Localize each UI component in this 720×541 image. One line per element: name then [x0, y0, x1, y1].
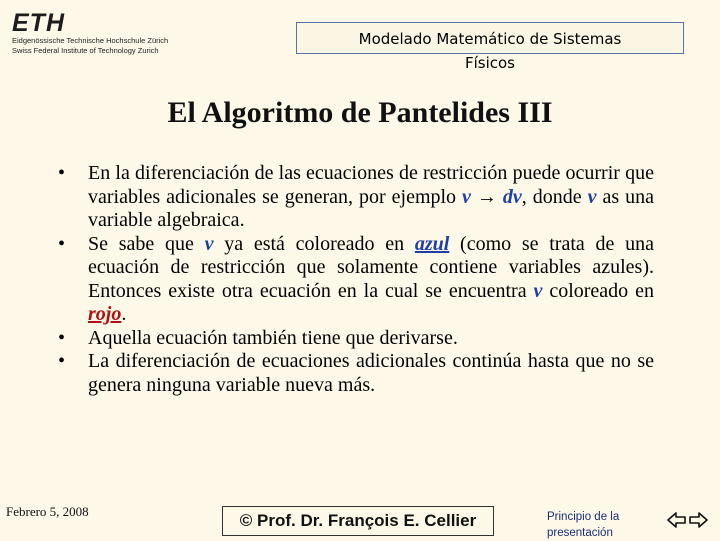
bullet-item-3: • Aquella ecuación también tiene que derivarse. — [58, 327, 654, 351]
variable-v: v — [462, 185, 471, 208]
bullet-2-text-c: (como se trata de una ecuación de restricción que solamente contiene variables azules). Entonces existe otra ecuación en la cual se encuentra — [88, 232, 654, 302]
bullet-1-text-b: , donde — [521, 185, 588, 208]
variable-v: v — [533, 279, 543, 302]
bullet-1-text-a: En la diferenciación de las ecuaciones de restricción puede ocurrir que variables adicionales se generan, por ejemplo — [88, 162, 654, 208]
bullet-item-2 — [58, 233, 654, 327]
home-link-line1: Principio de la — [547, 511, 620, 523]
course-title — [296, 27, 684, 75]
bullet-item-4: • La diferenciación de ecuaciones adicionales continúa hasta que no se genera ninguna variable nueva más. — [58, 350, 654, 397]
slide-date: Febrero 5, 2008 — [6, 504, 89, 519]
logo-mark: ETH — [12, 9, 65, 37]
bullet-list — [58, 162, 654, 397]
bullet-2-text-e: . — [121, 303, 127, 325]
bullet-2-text-a: Se sabe que — [88, 232, 205, 255]
slide-title: El Algoritmo de Pantelides III — [167, 96, 553, 129]
variable-dv: dv — [502, 185, 522, 208]
bullet-2-text-d: coloreado en — [542, 279, 654, 302]
word-rojo: rojo — [88, 303, 122, 325]
arrow-right-icon[interactable] — [688, 510, 708, 530]
start-of-presentation-link[interactable] — [547, 509, 647, 541]
variable-v: v — [204, 232, 214, 255]
eth-logo — [12, 10, 212, 56]
home-link-line2: presentación — [547, 527, 613, 539]
bullet-item-1 — [58, 162, 654, 233]
logo-line-german: Eidgenössische Technische Hochschule Zürich — [12, 36, 169, 45]
bullet-1-text-c: as una variable algebraica. — [88, 185, 654, 231]
bullet-2-text-b: ya está coloreado en — [213, 232, 415, 255]
course-title-line1: Modelado Matemático de Sistemas — [358, 30, 622, 48]
variable-v: v — [587, 185, 597, 208]
arrow-right-symbol: → — [470, 185, 503, 208]
arrow-left-icon[interactable] — [667, 510, 687, 530]
course-title-line2: Físicos — [464, 54, 516, 72]
author-box: © Prof. Dr. François E. Cellier — [222, 506, 494, 536]
word-azul: azul — [414, 232, 450, 255]
logo-line-english: Swiss Federal Institute of Technology Zurich — [12, 46, 159, 55]
